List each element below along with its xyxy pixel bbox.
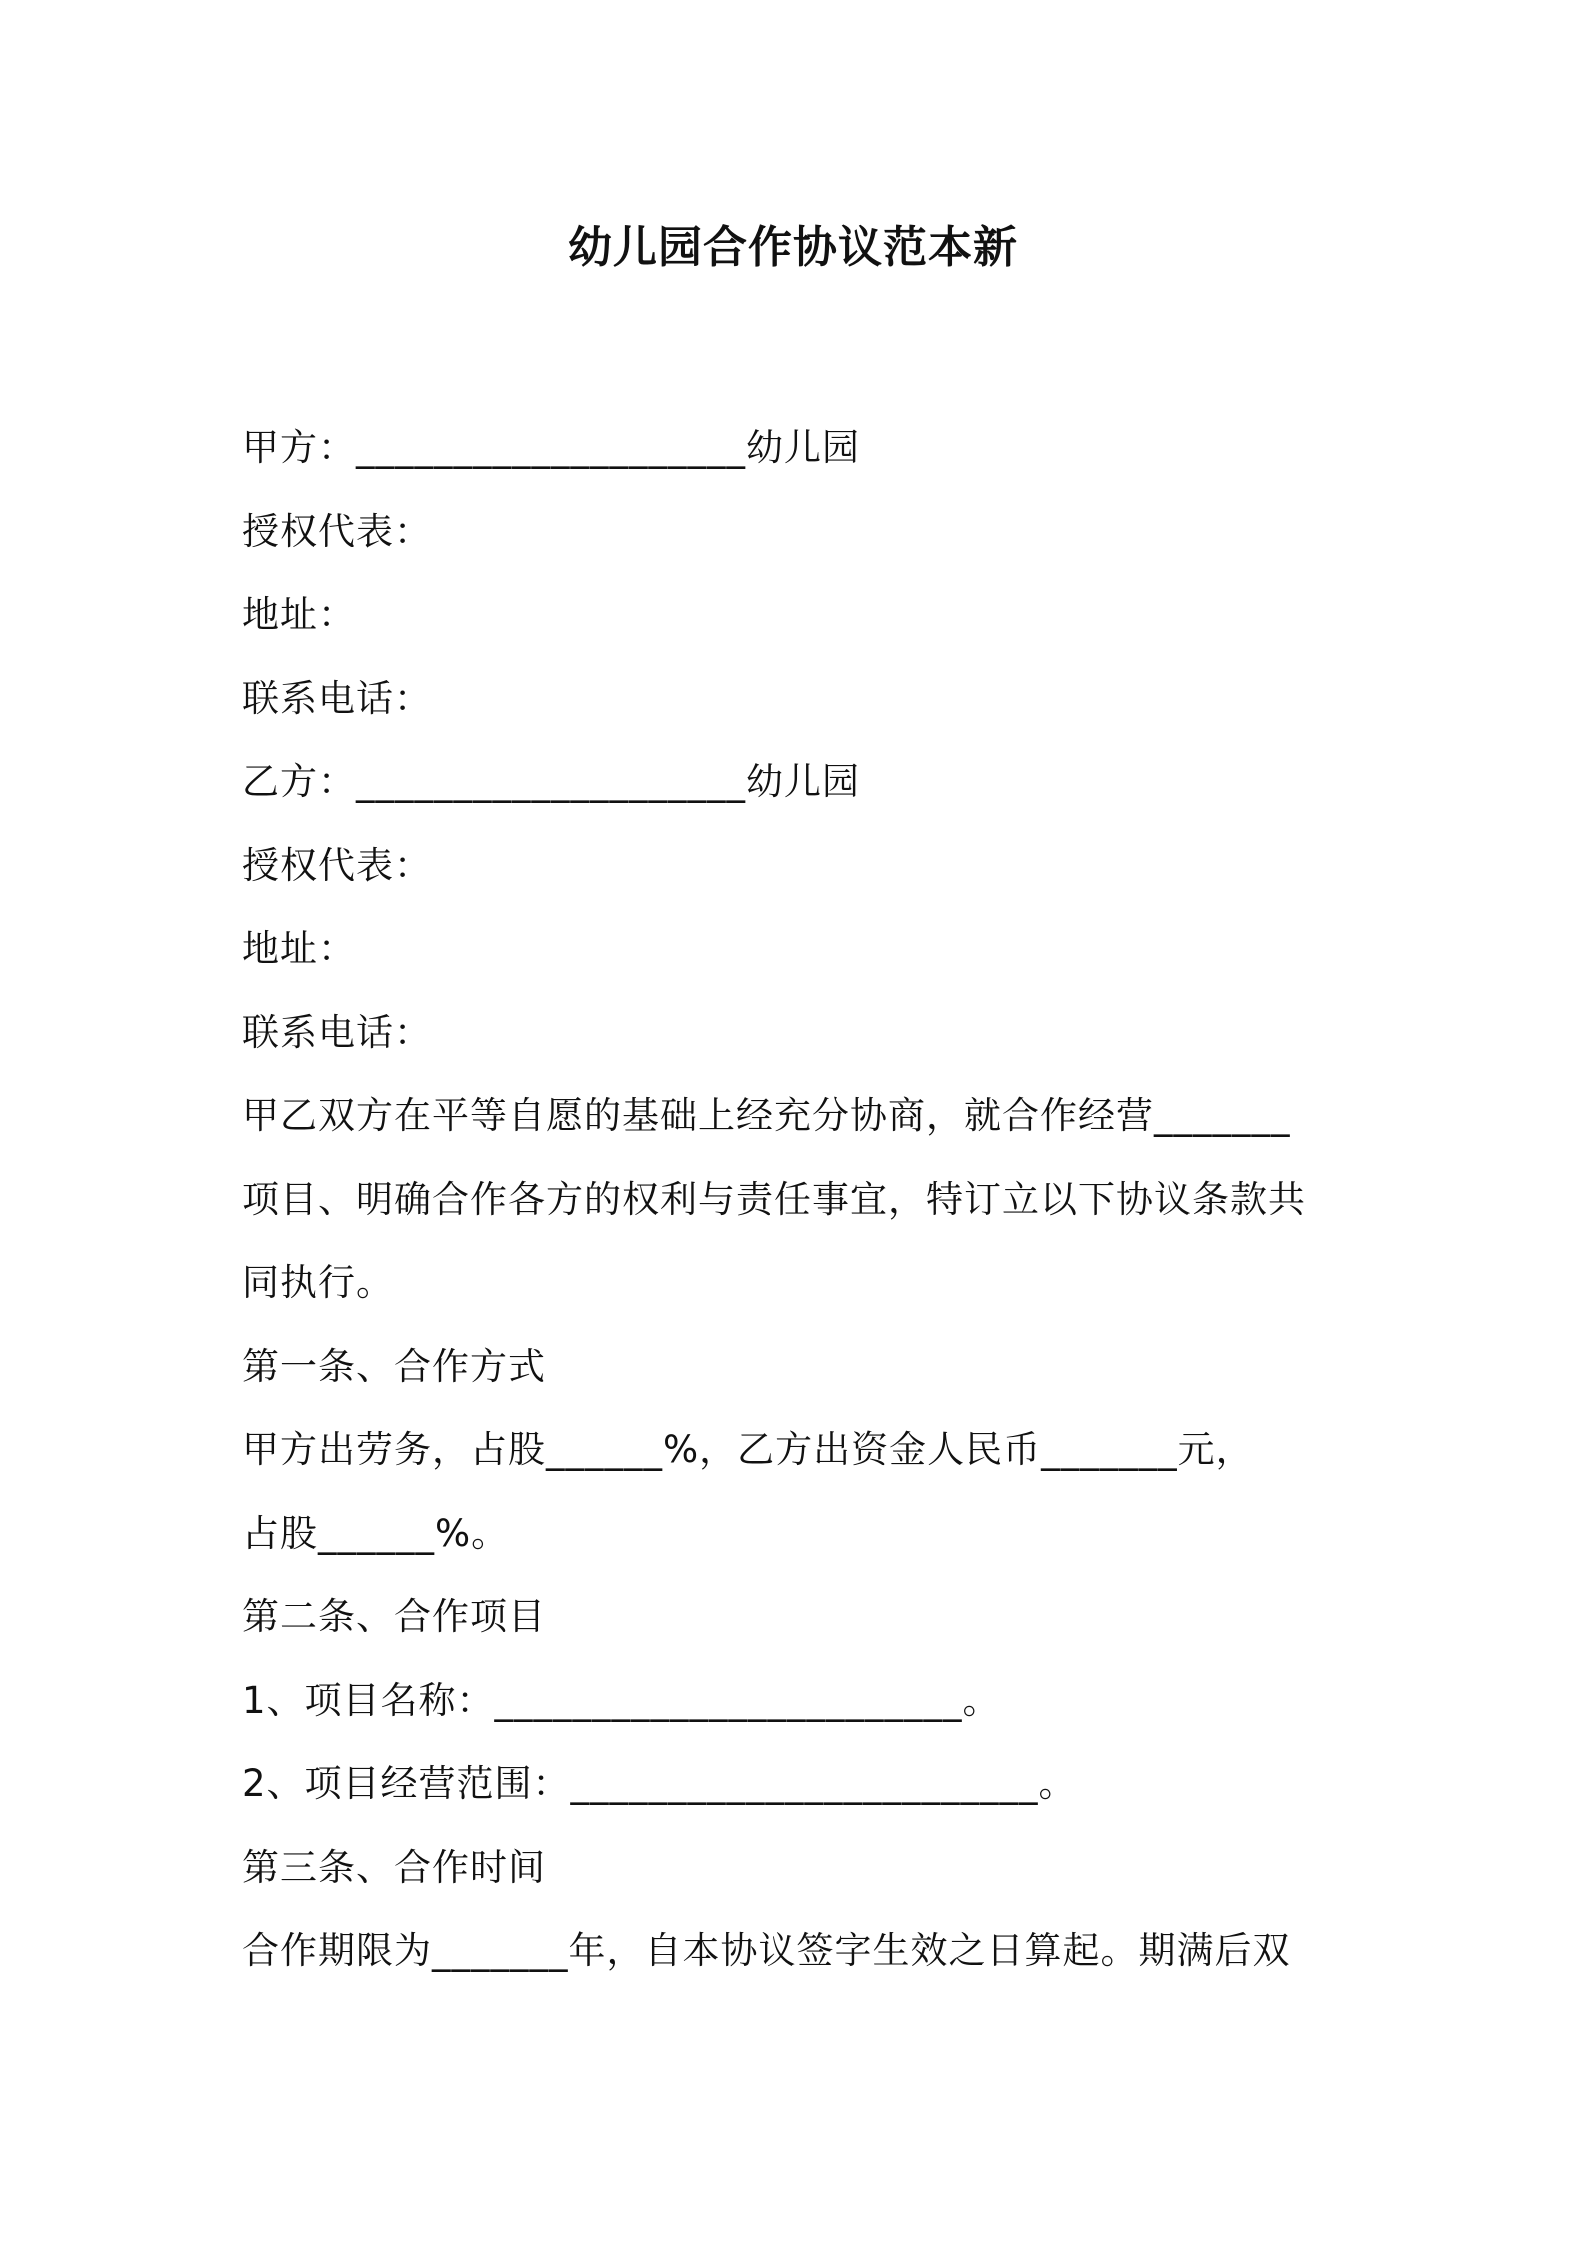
article-2-heading: 第二条、合作项目 — [242, 1595, 546, 1638]
article-1-heading: 第一条、合作方式 — [242, 1344, 546, 1388]
party-b-name: 乙方：____________________幼儿园 — [242, 760, 860, 803]
document-title: 幼儿园合作协议范本新 — [568, 222, 1018, 273]
party-a-phone: 联系电话： — [242, 676, 432, 720]
preamble-line: 同执行。 — [242, 1261, 394, 1304]
article-2-item-name: 1、项目名称：________________________。 — [242, 1678, 1001, 1722]
party-a-representative: 授权代表： — [242, 509, 432, 553]
preamble-line: 项目、明确合作各方的权利与责任事宜，特订立以下协议条款共 — [242, 1177, 1306, 1221]
article-2-item-scope: 2、项目经营范围：________________________。 — [242, 1762, 1077, 1805]
article-3-text: 合作期限为_______年，自本协议签字生效之日算起。期满后双 — [242, 1929, 1291, 1972]
preamble-line: 甲乙双方在平等自愿的基础上经充分协商，就合作经营_______ — [242, 1094, 1291, 1137]
article-1-text: 占股______%。 — [242, 1511, 510, 1555]
document-body — [242, 406, 1362, 1993]
party-b-phone: 联系电话： — [242, 1010, 432, 1054]
article-1-text: 甲方出劳务，占股______%，乙方出资金人民币_______元， — [242, 1428, 1254, 1471]
party-a-address: 地址： — [242, 593, 356, 636]
party-a-name: 甲方：____________________幼儿园 — [242, 426, 860, 469]
article-3-heading: 第三条、合作时间 — [242, 1845, 546, 1889]
party-b-representative: 授权代表： — [242, 843, 432, 887]
party-b-address: 地址： — [242, 927, 356, 970]
